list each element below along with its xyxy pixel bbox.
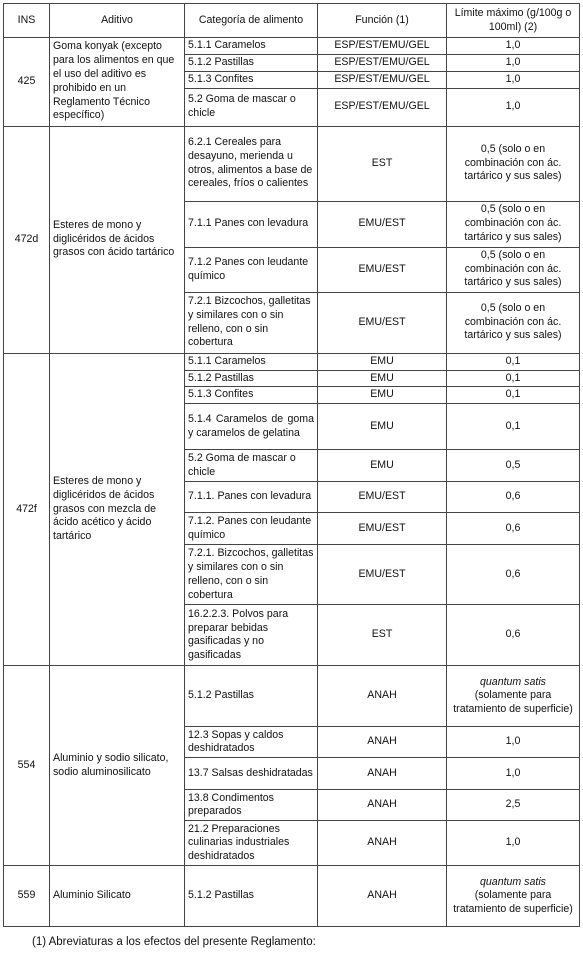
funcion-cell: ANAH (318, 866, 447, 927)
ins-cell: 554 (4, 666, 50, 866)
aditivo-cell: Goma konyak (excepto para los alimentos en que el uso del aditivo es prohibido en un Reglamento Técnico específico) (50, 38, 185, 127)
categoria-cell: 7.1.2. Panes con leudante químico (185, 513, 318, 545)
categoria-cell: 7.1.2 Panes con leudante químico (185, 247, 318, 292)
table-row (4, 666, 580, 727)
funcion-cell: EMU (318, 370, 447, 387)
funcion-cell: ANAH (318, 666, 447, 727)
categoria-cell: 6.2.1 Cereales para desayuno, merienda u otros, alimentos a base de cereales, fríos o calientes (185, 126, 318, 201)
ins-cell: 472d (4, 126, 50, 353)
categoria-cell: 5.1.4 Caramelos de goma y caramelos de gelatina (185, 404, 318, 450)
limite-cell: 0,1 (447, 370, 580, 387)
categoria-cell: 5.1.2 Pastillas (185, 370, 318, 387)
categoria-cell: 5.1.3 Confites (185, 71, 318, 88)
funcion-cell: EMU/EST (318, 201, 447, 247)
limite-cell (447, 866, 580, 927)
aditivo-cell: Esteres de mono y diglicéridos de ácidos grasos con mezcla de ácido acético y ácido tartárico (50, 353, 185, 666)
ins-cell: 559 (4, 866, 50, 927)
limite-cell: 1,0 (447, 71, 580, 88)
categoria-cell: 7.1.1 Panes con levadura (185, 201, 318, 247)
funcion-cell: ANAH (318, 821, 447, 866)
funcion-cell: ESP/EST/EMU/GEL (318, 88, 447, 126)
limite-cell (447, 666, 580, 727)
aditivo-cell: Esteres de mono y diglicéridos de ácidos grasos con ácido tartárico (50, 126, 185, 353)
limite-cell: 0,6 (447, 605, 580, 666)
funcion-cell: EMU/EST (318, 545, 447, 605)
limite-cell: 1,0 (447, 38, 580, 55)
limite-cell: 1,0 (447, 758, 580, 790)
categoria-cell: 7.2.1 Bizcochos, galletitas y similares con o sin relleno, con o sin cobertura (185, 292, 318, 353)
categoria-cell: 5.1.1 Caramelos (185, 353, 318, 370)
categoria-cell: 5.1.2 Pastillas (185, 55, 318, 72)
categoria-cell: 7.2.1. Bizcochos, galletitas y similares con o sin relleno, con o sin cobertura (185, 545, 318, 605)
funcion-cell: ESP/EST/EMU/GEL (318, 55, 447, 72)
limite-cell: 0,6 (447, 482, 580, 513)
funcion-cell: EMU/EST (318, 247, 447, 292)
limite-cell: 0,1 (447, 387, 580, 404)
limite-cell: 0,5 (solo o en combinación con ác. tartárico y sus sales) (447, 292, 580, 353)
funcion-cell: EMU (318, 450, 447, 482)
categoria-cell: 7.1.1. Panes con levadura (185, 482, 318, 513)
funcion-cell: ESP/EST/EMU/GEL (318, 71, 447, 88)
categoria-cell: 13.7 Salsas deshidratadas (185, 758, 318, 790)
categoria-cell: 5.1.2 Pastillas (185, 866, 318, 927)
quantum-satis-text: quantum satis (480, 875, 546, 888)
limite-cell: 0,5 (solo o en combinación con ác. tartárico y sus sales) (447, 247, 580, 292)
categoria-cell: 21.2 Preparaciones culinarias industriales deshidratados (185, 821, 318, 866)
limite-cell: 1,0 (447, 55, 580, 72)
funcion-cell: EST (318, 605, 447, 666)
funcion-cell: ESP/EST/EMU/GEL (318, 38, 447, 55)
categoria-cell: 5.2 Goma de mascar o chicle (185, 88, 318, 126)
aditivo-cell: Aluminio Silicato (50, 866, 185, 927)
funcion-cell: EMU (318, 387, 447, 404)
limite-note: (solamente para tratamiento de superficie) (453, 889, 573, 916)
limite-cell: 0,5 (447, 450, 580, 482)
limite-cell: 2,5 (447, 790, 580, 821)
footnote: (1) Abreviaturas a los efectos del presente Reglamento: (32, 936, 316, 948)
categoria-cell: 16.2.2.3. Polvos para preparar bebidas gasificadas y no gasificadas (185, 605, 318, 666)
table-row (4, 38, 580, 55)
funcion-cell: EMU/EST (318, 482, 447, 513)
funcion-cell: ANAH (318, 790, 447, 821)
categoria-cell: 5.1.1 Caramelos (185, 38, 318, 55)
limite-cell: 1,0 (447, 821, 580, 866)
limite-cell: 0,5 (solo o en combinación con ác. tartárico y sus sales) (447, 201, 580, 247)
limite-cell: 0,6 (447, 545, 580, 605)
categoria-cell: 13.8 Condimentos preparados (185, 790, 318, 821)
funcion-cell: EMU/EST (318, 292, 447, 353)
funcion-cell: ANAH (318, 727, 447, 758)
limite-cell: 0,1 (447, 404, 580, 450)
categoria-cell: 5.2 Goma de mascar o chicle (185, 450, 318, 482)
funcion-cell: ANAH (318, 758, 447, 790)
categoria-cell: 5.1.3 Confites (185, 387, 318, 404)
header-funcion: Función (1) (318, 4, 447, 38)
header-aditivo: Aditivo (50, 4, 185, 38)
header-categoria: Categoría de alimento (185, 4, 318, 38)
categoria-cell: 12.3 Sopas y caldos deshidratados (185, 727, 318, 758)
funcion-cell: EMU (318, 404, 447, 450)
table-row (4, 126, 580, 201)
quantum-satis-text: quantum satis (480, 675, 546, 688)
table-row (4, 353, 580, 370)
table-row (4, 866, 580, 927)
ins-cell: 472f (4, 353, 50, 666)
categoria-cell: 5.1.2 Pastillas (185, 666, 318, 727)
header-limite: Límite máximo (g/100g o 100ml) (2) (447, 4, 580, 38)
funcion-cell: EMU (318, 353, 447, 370)
limite-cell: 0,5 (solo o en combinación con ác. tartárico y sus sales) (447, 126, 580, 201)
header-ins: INS (4, 4, 50, 38)
limite-note: (solamente para tratamiento de superficie) (453, 689, 573, 716)
limite-cell: 1,0 (447, 88, 580, 126)
aditivo-cell: Aluminio y sodio silicato, sodio aluminosilicato (50, 666, 185, 866)
header-row (4, 4, 580, 38)
limite-cell: 0,1 (447, 353, 580, 370)
ins-cell: 425 (4, 38, 50, 127)
additives-table (3, 3, 580, 927)
funcion-cell: EMU/EST (318, 513, 447, 545)
funcion-cell: EST (318, 126, 447, 201)
limite-cell: 0,6 (447, 513, 580, 545)
limite-cell: 1,0 (447, 727, 580, 758)
